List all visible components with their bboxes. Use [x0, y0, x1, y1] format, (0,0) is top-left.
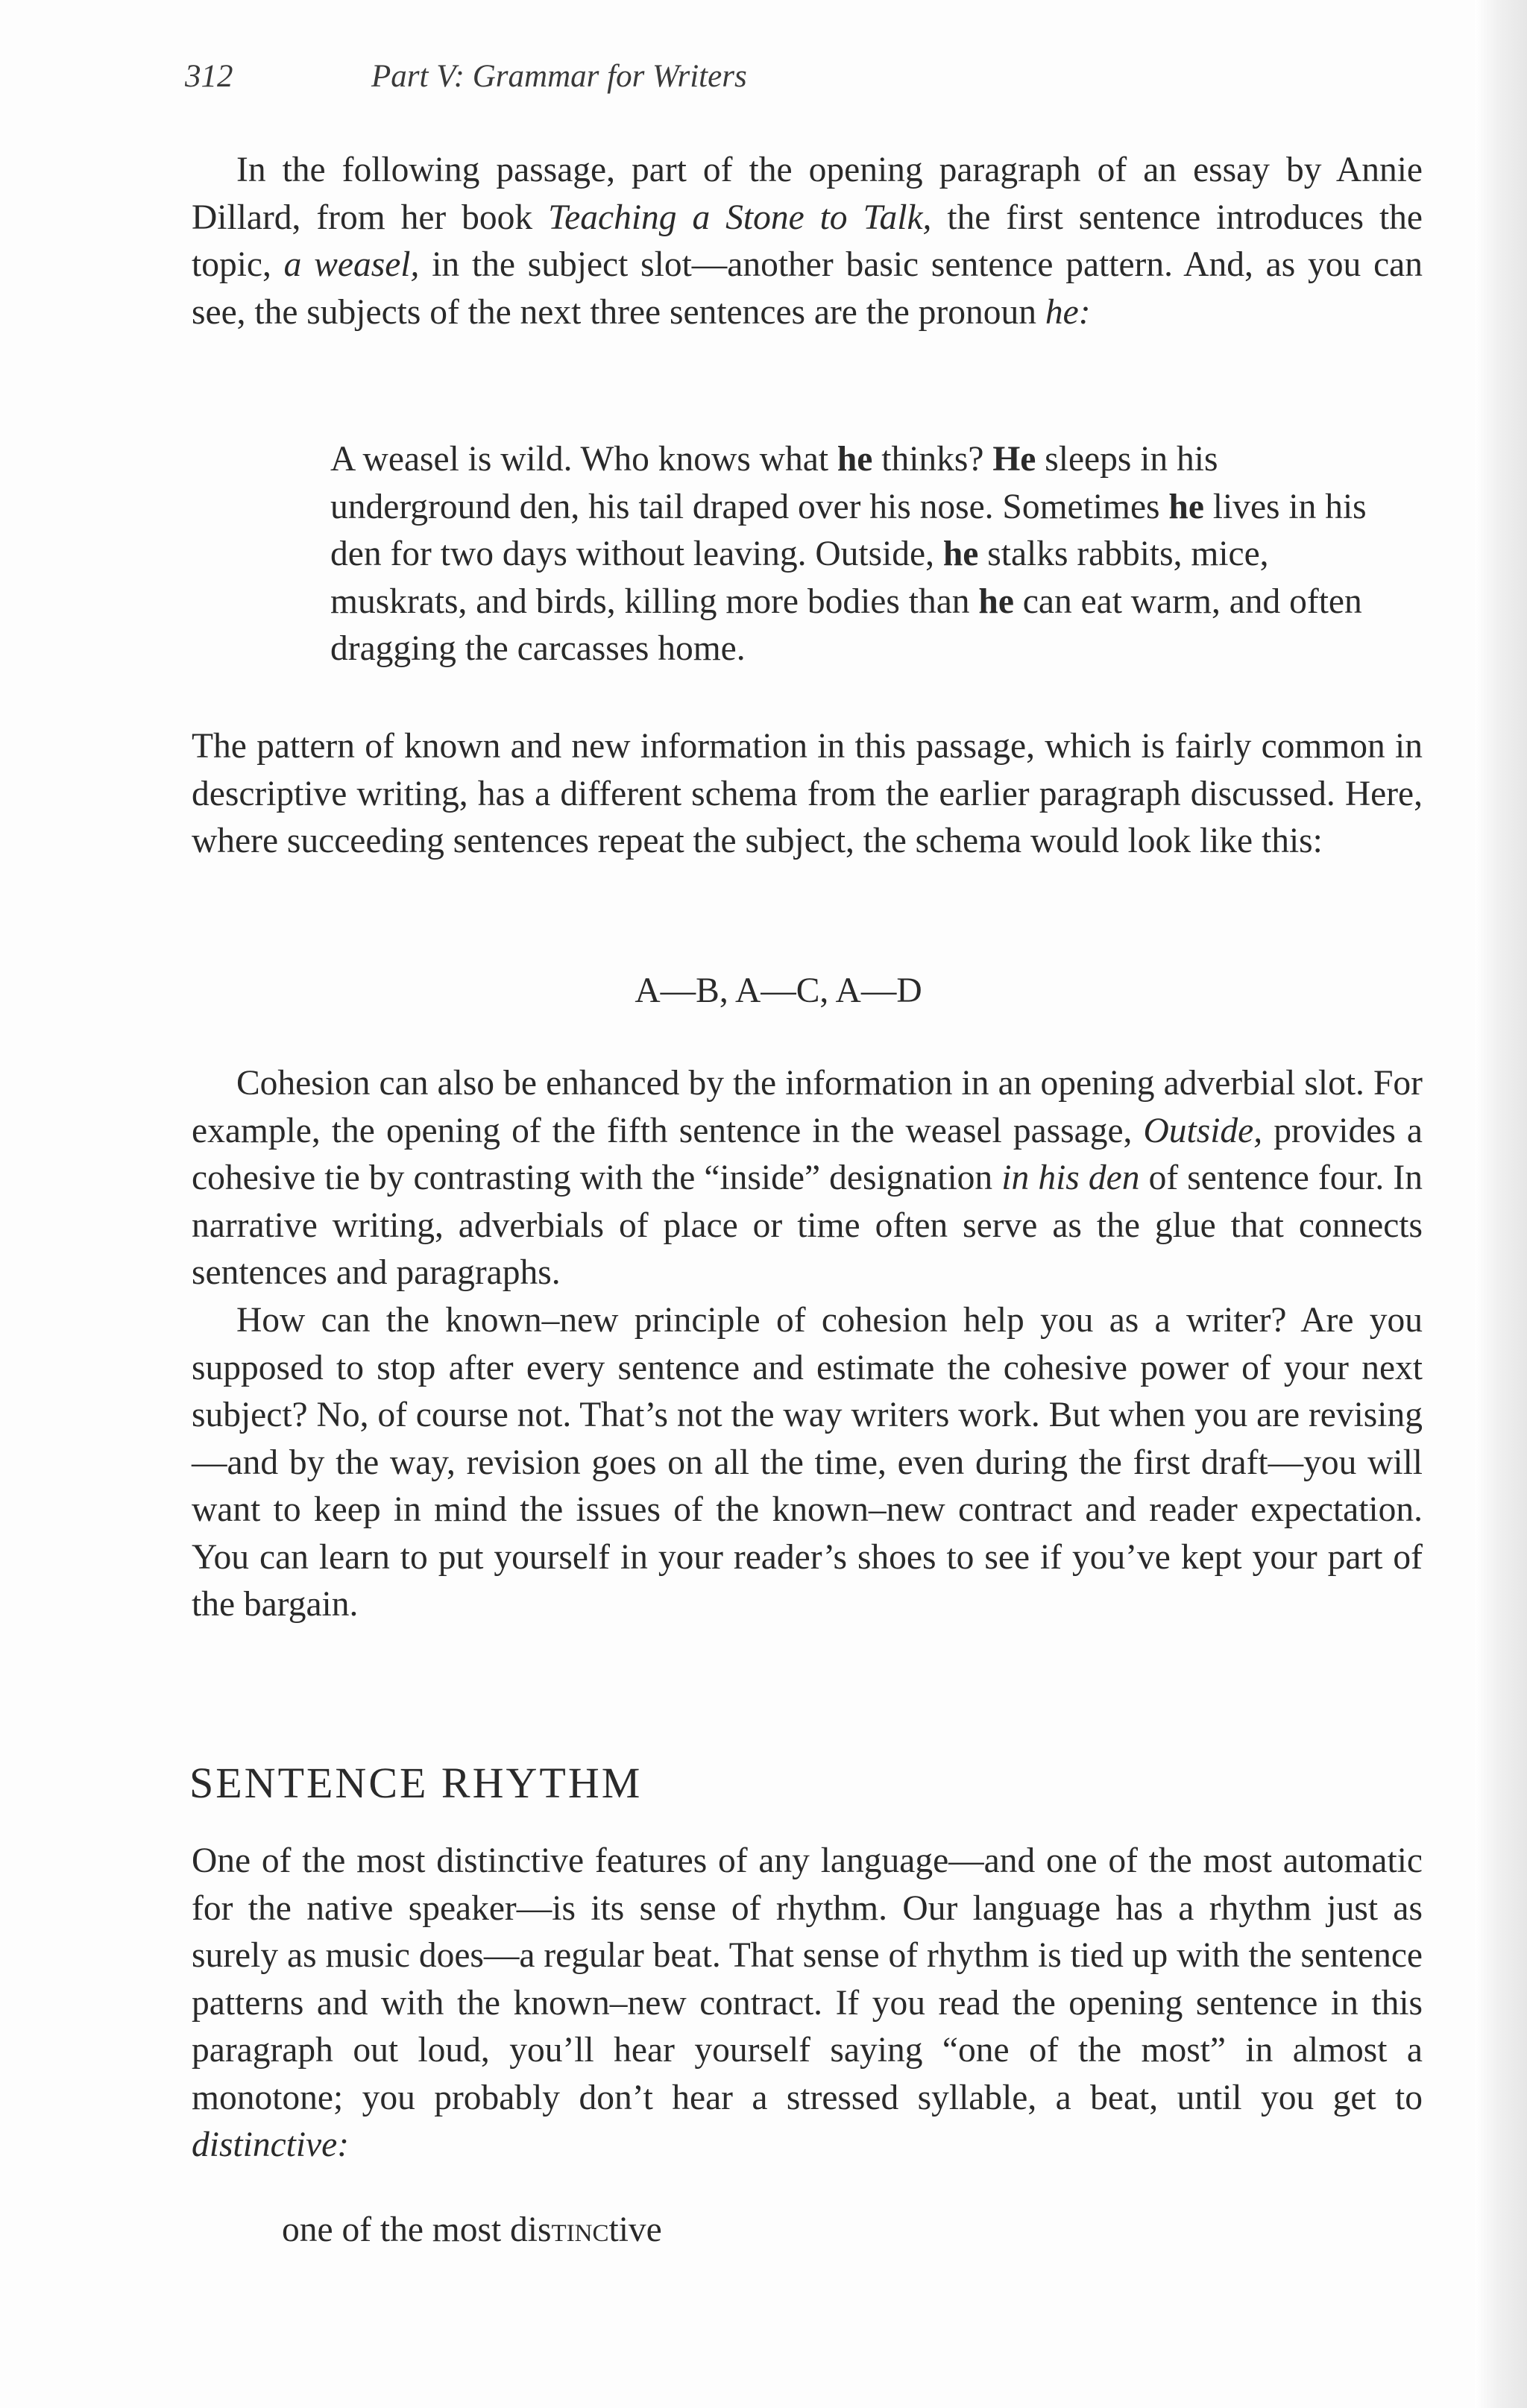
quote-he-4: he [942, 535, 979, 573]
quote-text-5: stalks rabbits, mice, muskrats, and birds, killing more bodies than [330, 535, 1269, 621]
outside-term: Outside, [1143, 1111, 1263, 1150]
quote-he-5: he [978, 581, 1014, 621]
known-new-paragraph [192, 1297, 1423, 1629]
intro-paragraph [192, 147, 1423, 336]
quote-text-4: lives in his den for two days without leaving. Outside, [330, 487, 1367, 573]
stress-example [282, 2207, 662, 2254]
quote-he-2: He [992, 440, 1036, 479]
pronoun-term: he: [1045, 292, 1091, 332]
cohesion-text-2: provides a cohesive tie by contrasting with the “inside” designation [192, 1111, 1423, 1197]
example-prefix: one of the most dis [282, 2210, 552, 2249]
book-title: Teaching a Stone to Talk, [548, 198, 932, 237]
cohesion-text-3: of sentence four. In narrative writing, adverbials of place or time often serve as the glue that connects sentences and paragraphs. [192, 1159, 1423, 1292]
quote-text-2: thinks? [872, 440, 993, 479]
running-title: Part V: Grammar for Writers [371, 59, 747, 94]
quote-he-1: he [837, 440, 873, 479]
intro-text-2: the first sentence introduces the topic, [192, 198, 1423, 284]
quote-text-3: sleeps in his underground den, his tail draped over his nose. Sometimes [330, 440, 1218, 526]
block-quote [330, 436, 1374, 673]
running-header [185, 58, 747, 95]
rhythm-paragraph [192, 1838, 1423, 2169]
quote-text-6: can eat warm, and often dragging the carcasses home. [330, 581, 1362, 668]
distinctive-term: distinctive: [192, 2125, 350, 2164]
rhythm-text: One of the most distinctive features of any language—and one of the most automatic for the native speaker—is its sense of rhythm. Our language has a rhythm just as surely as music does—a regular beat. That sense of rhythm is tied up with the sentence patterns and with the known–new contract. If you read the opening sentence in this paragraph out loud, you’ll hear yourself saying “one of the most” in almost a monotone; you probably don’t hear a stressed syllable, a beat, until you get to [192, 1841, 1423, 2117]
pattern-text: The pattern of known and new information in this passage, which is fairly common in descriptive writing, has a different schema from the earlier paragraph discussed. Here, where succeeding sentences repeat the subject, the schema would look like this: [192, 727, 1423, 860]
intro-text-3: in the subject slot—another basic sentence pattern. And, as you can see, the subjects of the next three sentences are the pronoun [192, 245, 1423, 332]
example-suffix: tive [608, 2210, 662, 2249]
quote-he-3: he [1168, 487, 1204, 526]
in-his-den-term: in his den [1001, 1159, 1140, 1197]
schema-formula: A—B, A—C, A—D [635, 971, 922, 1010]
intro-text-1: In the following passage, part of the opening paragraph of an essay by Annie Dillard, from her book [192, 151, 1423, 237]
topic-term: a weasel, [283, 245, 420, 284]
cohesion-text-1: Cohesion can also be enhanced by the information in an opening adverbial slot. For example, the opening of the fifth sentence in the weasel passage, [192, 1064, 1423, 1150]
example-stressed-syllable: tinc [551, 2210, 609, 2249]
quote-text-1: A weasel is wild. Who knows what [330, 440, 837, 479]
pattern-paragraph [192, 723, 1423, 866]
section-heading: SENTENCE RHYTHM [189, 1759, 643, 1807]
page-number: 312 [185, 59, 233, 94]
cohesion-paragraph [192, 1060, 1423, 1297]
known-new-text: How can the known–new principle of cohesion help you as a writer? Are you supposed to stop after every sentence and estimate the cohesive power of your next subject? No, of course not. That’s not the way writers work. But when you are revising—and by the way, revision goes on all the time, even during the first draft—you will want to keep in mind the issues of the known–new contract and reader expectation. You can learn to put yourself in your reader’s shoes to see if you’ve kept your part of the bargain. [192, 1301, 1423, 1624]
page-edge-shadow [1475, 0, 1527, 2408]
